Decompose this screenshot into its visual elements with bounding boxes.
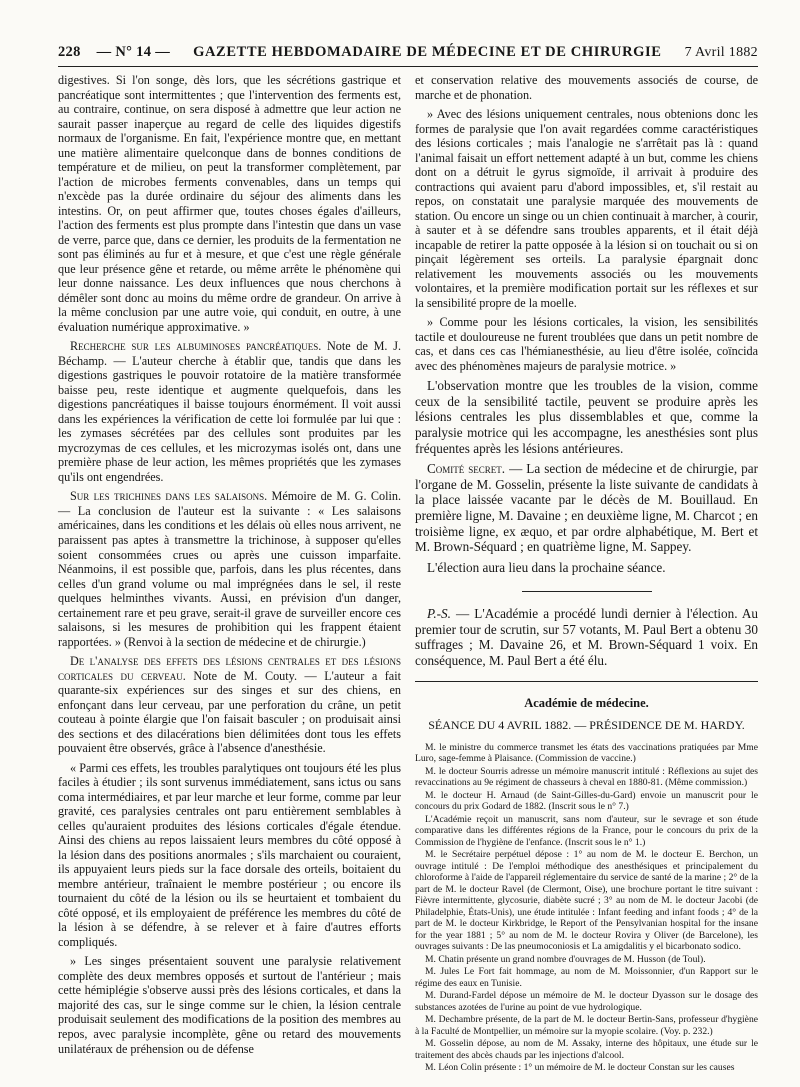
paragraph-cortical-lesions: » Comme pour les lésions corticales, la vision, les sensibilités tactile et douloureuse ne furent troublées que dans un petit nombre de cas, et dans ces cas l'hémianesthésie, au lieu d'être isolée, coïncida avec des phénomènes majeurs de paralysie motrice. » <box>415 315 758 373</box>
paragraph-vision: L'observation montre que les troubles de la vision, comme ceux de la sensibilité tactile, peuvent se produire après les lésions centrales les plus dissemblables et que, comme la paralysie motrice qui les accompagne, les anesthésies sont plus fréquentes après les lésions antérieures. <box>415 378 758 456</box>
paragraph-intro: digestives. Si l'on songe, dès lors, que les sécrétions gastrique et pancréatique sont intermittentes ; que l'intervention des ferments est, au contraire, continue, on sera disposé à admettre que leur action ne saurait passer inaperçue au regard de celle des liquides digestifs normaux de l'organisme. En fait, l'expérience montre que, en mettant une matière alimentaire quelconque dans de bonnes conditions de température et de milieu, on peut la transformer complètement, par l'action de microbes ferments convenables, dans un temps qui n'excède pas la durée ordinaire du séjour des aliments dans les intestins. Or, on peut affirmer que, toutes choses égales d'ailleurs, l'action des ferments est plus prompte dans l'intestin que dans un vase de verre, parce que, dans ce dernier, les produits de la fermentation ne sont pas éliminés au fur et à mesure, et que c'est une règle générale que leur présence gêne et retarde, ou même arrête le phénomène qui leur donne naissance. Les deux influences que nous cherchons à démêler sont donc au moins du même ordre de grandeur. On arrive à la même conclusion par une autre voie, qui conduit, en outre, à une évaluation numérique approximative. » <box>58 73 401 334</box>
section-divider <box>522 591 652 592</box>
paragraph-election: L'élection aura lieu dans la prochaine séance. <box>427 559 666 575</box>
minutes-entry: M. le Secrétaire perpétuel dépose : 1° au nom de M. le docteur E. Berchon, un ouvrage intitulé : De l'emploi méthodique des anesthésiques et principalement du chloroforme à l'aide de l'appareil réglementaire du service de santé de la marine ; 2° de la part de M. le docteur Ravel (de Clermont, Oise), une brochure portant le titre suivant : Fièvre intermittente, glycosurie, diabète sucré ; 3° au nom de M. le docteur Jacobi (de Philadelphie, États-Unis), une étude intitulée : Infant feeding and infant foods ; 4° de la part de M. le docteur Kirkbridge, le Report of the Pensylvanian hospital for the insane for the year 1881 ; 5° au nom de M. le docteur Rovira y Oliver (de Barcelone), les ouvrages suivants : De las pneumoconiosis et La amigdalitis y el bicarbonato sodico. <box>415 849 758 953</box>
section-heading: De l'analyse des effets des lésions centrales et des lésions corticales du cerveau. <box>58 654 401 683</box>
minutes-entry: M. Léon Colin présente : 1° un mémoire de M. le docteur Constan sur les causes <box>425 1062 735 1074</box>
right-column <box>415 73 758 1075</box>
paragraph-central-lesions: » Avec des lésions uniquement centrales, nous obtenions donc les formes de paralysie que l'on avait regardées comme caractéristiques des lésions corticales ; mais l'analogie ne s'arrêtait pas là : quand l'animal faisait un effort nettement adapté à un but, comme les chiens dont on a détruit le gyrus sigmoïde, il arrivait à produire des contractions qui avaient paru d'abord impossibles, et, s'il restait au repos, on constatait une paralysie marquée des mouvements de station. Ou encore un singe ou un chien continuait à marcher, à courir, à sauter et à se défendre sans troubles apparents, et il était déjà incapable de retirer la patte opposée à la lésion si on touchait ou si on pinçait légèrement ses orteils. La paralysie épargnait donc relativement les mouvements associés ou les mouvements volontaires, et la première modification portait sur les réflexes et sur la sensibilité propre de la moelle. <box>415 107 758 310</box>
postscript-text: — L'Académie a procédé lundi dernier à l'élection. Au premier tour de scrutin, sur 57 votants, M. Paul Bert a obtenu 30 suffrages ; M. Davaine 26, et M. Brown-Séquard 1 voix. En conséquence, M. Paul Bert a été élu. <box>415 606 758 668</box>
page-header <box>58 44 758 67</box>
article-author: Note de M. Couty. <box>193 668 297 683</box>
article-albuminoses <box>58 339 401 484</box>
journal-title: GAZETTE HEBDOMADAIRE DE MÉDECINE ET DE CHIRURGIE <box>193 44 662 60</box>
seance-heading: SÉANCE DU 4 AVRIL 1882. — PRÉSIDENCE DE M. HARDY. <box>428 718 745 733</box>
minutes-entry: M. le ministre du commerce transmet les états des vaccinations pratiquées par Mme Luro, sage-femme à Plaisance. (Commission de vaccine.) <box>415 741 758 765</box>
paragraph-continuation: et conservation relative des mouvements associés de course, de marche et de phonation. <box>415 73 758 102</box>
article-lesions <box>58 654 401 756</box>
article-text: — La conclusion de l'auteur est la suivante : « Les salaisons américaines, dans les conditions et les délais où elles nous arrivent, ne paraissent pas aptes à transmettre la trichinose, à supposer qu'elles soient consommées crues ou après une cuisson imparfaite. Néanmoins, il est possible que, parfois, dans les plus récentes, dans celles d'un grand volume ou mal imprégnées dans le sel, il reste quelques helminthes vivants. Aussi, en prévision d'un danger, certainement rare et peu grave, serait-il grave de surveiller encore ces salaisons, si les mesures de prohibition qui les frappent étaient rapportées. » (Renvoi à la section de médecine et de chirurgie.) <box>58 503 401 649</box>
article-trichines <box>58 489 401 649</box>
minutes-entry: M. Jules Le Fort fait hommage, au nom de M. Moissonnier, d'un Rapport sur le régime des eaux en Tunisie. <box>415 966 758 989</box>
left-column <box>58 73 401 1075</box>
minutes-entry: M. le docteur Sourris adresse un mémoire manuscrit intitulé : Réflexions au sujet des revaccinations au 9e régiment de chasseurs à cheval en 1880-81. (Même commission.) <box>415 765 758 789</box>
minutes-entry: L'Académie reçoit un manuscrit, sans nom d'auteur, sur le sevrage et son étude comparative dans les différentes régions de la France, pour le concours du prix de la Commission de l'hygiène de l'enfance. (Inscrit sous le n° 1.) <box>415 813 758 848</box>
article-author: Mémoire de M. G. Colin. <box>271 489 402 504</box>
section-heading: Comité secret. <box>427 461 506 477</box>
article-author: Note de M. J. Béchamp. <box>58 339 401 368</box>
page-number: 228 <box>58 44 81 60</box>
article-text: — L'auteur cherche à établir que, tandis que dans les digestions gastriques le pouvoir rotatoire de la matière transformée baisse peu, reste identique et augmente quelquefois, dans les digestions pancréatiques il baisse toujours énormément. Il voit aussi dans les expériences la vérification de cette loi formulée par lui que : les zymases sécrétées par des cellules sont produites par les mycrozymas de ces cellules, et les microzymas isolés ont, dans une première phase de leur action, les mêmes propriétés que les zymases qu'ils ont engendrées. <box>58 353 402 484</box>
issue-number: — N° 14 — <box>96 44 171 60</box>
postscript-label: P.-S. <box>427 606 451 622</box>
issue-date: 7 Avril 1882 <box>684 45 758 60</box>
article-text: — L'auteur a fait quarante-six expériences sur des singes et sur des chiens, en enfonçant dans leur cerveau, par une perforation du crâne, un petit couteau à pointe élargie que l'on faisait basculer ; on produisait ainsi des sections et des dilacérations bien délimitées dont tous les effets pouvaient être observés, grâce à l'absence d'anesthésie. <box>58 668 401 756</box>
postscript <box>415 606 758 668</box>
minutes-entry: M. Chatin présente un grand nombre d'ouvrages de M. Husson (de Toul). <box>425 953 706 965</box>
paragraph-monkeys: » Les singes présentaient souvent une paralysie relativement complète des deux membres opposés et surtout de l'antérieur ; mais cette hémiplégie s'observe aussi près des lésions corticales, et dans la majorité des cas, sur le singe comme sur le chien, la lésion centrale produisait seulement des modifications de la position des membres au repos, avec paralysie incomplète, gêne ou retard des mouvements unilatéraux de préhension ou de défense <box>58 954 401 1056</box>
article-comite-secret <box>415 461 758 554</box>
minutes-entry: M. Gosselin dépose, au nom de M. Assaky, interne des hôpitaux, une étude sur le traitement des abcès chauds par les injections d'alcool. <box>415 1038 758 1061</box>
minutes-entry: M. le docteur H. Arnaud (de Saint-Gilles-du-Gard) envoie un manuscrit pour le concours du prix Godard de 1882. (Inscrit sous le n° 7.) <box>415 789 758 813</box>
minutes-entry: M. Dechambre présente, de la part de M. le docteur Bertin-Sans, professeur d'hygiène à la Faculté de Montpellier, un mémoire sur la myopie scolaire. (Voy. p. 232.) <box>415 1014 758 1037</box>
section-divider <box>415 681 758 682</box>
section-heading: Sur les trichines dans les salaisons. <box>70 489 268 504</box>
minutes-entry: M. Durand-Fardel dépose un mémoire de M. le docteur Dyasson sur le dosage des substances azotées de l'urine au point de vue hydrologique. <box>415 990 758 1013</box>
article-text: — La section de médecine et de chirurgie, par l'organe de M. Gosselin, présente la liste suivante de candidats à la place laissée vacante par le décès de M. Bouillaud. En première ligne, M. Davaine ; en deuxième ligne, M. Charcot ; en troisième ligne, ex æquo, et par ordre alphabétique, M. Bert et M. Brown-Séquard ; en quatrième ligne, M. Sappey. <box>415 461 759 555</box>
session-minutes <box>415 742 758 1074</box>
section-heading: Recherche sur les albuminoses pancréatiques. <box>70 339 322 354</box>
paragraph-paralysis: « Parmi ces effets, les troubles paralytiques ont toujours été les plus faciles à étudier ; ils sont survenus immédiatement, sans ictus ou sans coma intermédiaires, et par leur marche et leur forme, comme par leur gravité, ces paralysies centrales ont paru entièrement semblables à celles qu'auraient produites des lésions corticales d'égale étendue. Ainsi des chiens au repos laissaient leurs membres du côté opposé à la lésion dans des positions anormales ; s'ils marchaient ou couraient, ils appuyaient leurs pieds sur la face dorsale des orteils, boitaient du membre antérieur, traînaient le membre postérieur ; ou encore ils tournaient du côté de la lésion ou ils se heurtaient et tombaient du côté opposé, et ils employaient de préférence les membres du côté de la lésion à se défendre, à se relever et à faire d'autres efforts compliqués. <box>58 760 401 949</box>
academy-title: Académie de médecine. <box>524 695 649 710</box>
